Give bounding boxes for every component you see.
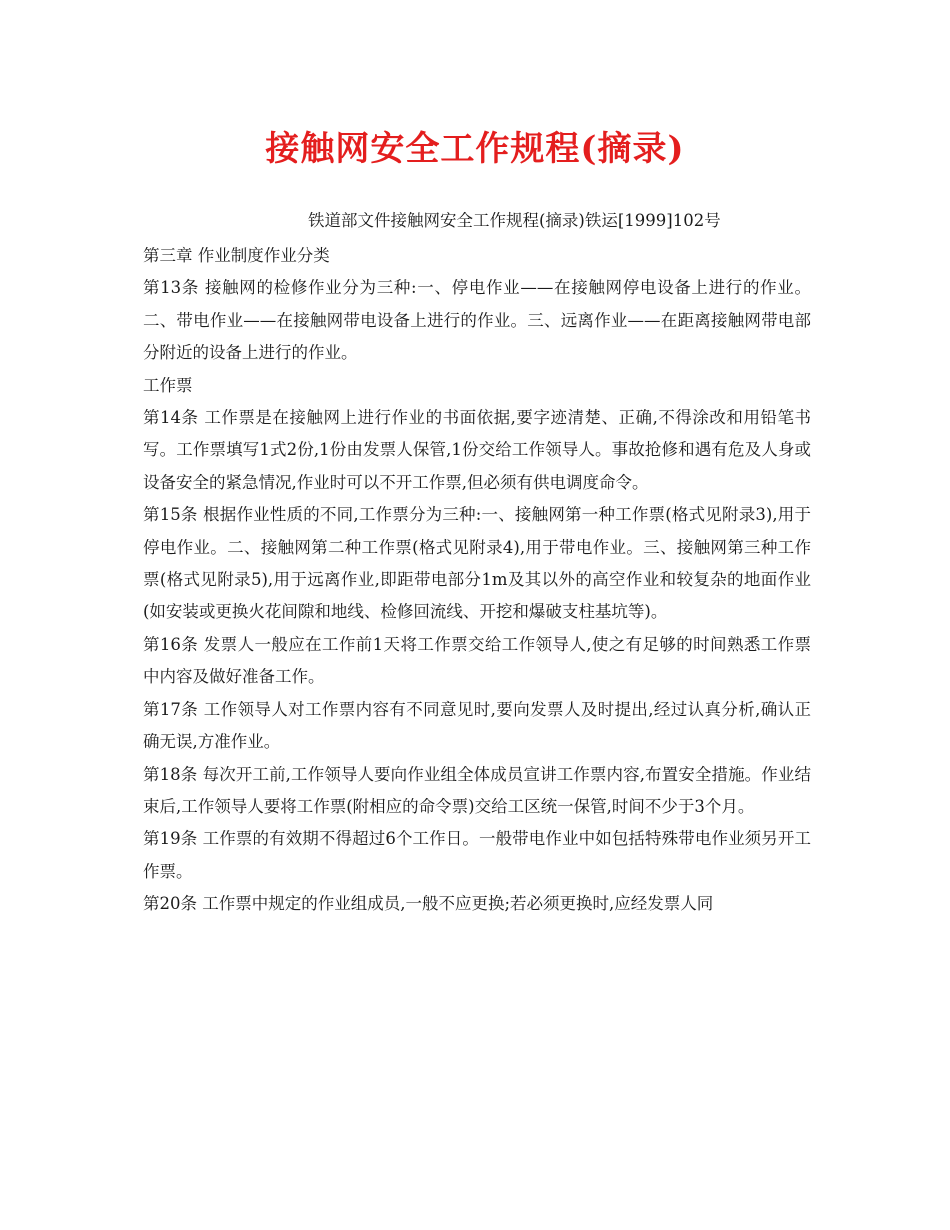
document-body (143, 240, 811, 921)
paragraph-section-heading-work-ticket: 工作票 (143, 375, 193, 395)
paragraph-article-13: 第13条 接触网的检修作业分为三种:一、停电作业——在接触网停电设备上进行的作业。二、带电作业——在接触网带电设备上进行的作业。三、远离作业——在距离接触网带电部分附近的设备上进行的作业。 (143, 278, 811, 363)
paragraph-article-17: 第17条 工作领导人对工作票内容有不同意见时,要向发票人及时提出,经过认真分析,确认正确无误,方准作业。 (143, 699, 811, 752)
paragraph-article-16: 第16条 发票人一般应在工作前1天将工作票交给工作领导人,使之有足够的时间熟悉工作票中内容及做好准备工作。 (143, 634, 811, 687)
document-title: 接触网安全工作规程(摘录) (265, 129, 685, 169)
paragraph-article-20: 第20条 工作票中规定的作业组成员,一般不应更换;若必须更换时,应经发票人同 (143, 894, 714, 914)
paragraph-article-14: 第14条 工作票是在接触网上进行作业的书面依据,要字迹清楚、正确,不得涂改和用铅笔书写。工作票填写1式2份,1份由发票人保管,1份交给工作领导人。事故抢修和遇有危及人身或设备安全的紧急情况,作业时可以不开工作票,但必须有供电调度命令。 (143, 408, 811, 492)
document-subtitle: 铁道部文件接触网安全工作规程(摘录)铁运[1999]102号 (308, 211, 721, 230)
paragraph-article-15: 第15条 根据作业性质的不同,工作票分为三种:一、接触网第一种工作票(格式见附录3),用于停电作业。二、接触网第二种工作票(格式见附录4),用于带电作业。三、接触网第三种工作票(格式见附录5),用于远离作业,即距带电部分1m及其以外的高空作业和较复杂的地面作业(如安装或更换火花间隙和地线、检修回流线、开挖和爆破支柱基坑等)。 (143, 505, 811, 622)
paragraph-article-18: 第18条 每次开工前,工作领导人要向作业组全体成员宣讲工作票内容,布置安全措施。作业结束后,工作领导人要将工作票(附相应的命令票)交给工区统一保管,时间不少于3个月。 (143, 764, 811, 816)
paragraph-article-19: 第19条 工作票的有效期不得超过6个工作日。一般带电作业中如包括特殊带电作业须另开工作票。 (143, 829, 811, 881)
paragraph-chapter-heading: 第三章 作业制度作业分类 (143, 246, 330, 265)
